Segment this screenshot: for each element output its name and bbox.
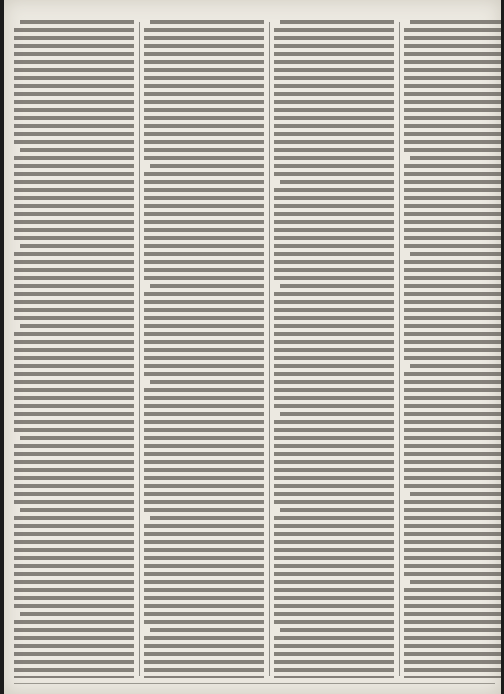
column-2 [144, 20, 264, 678]
print-lines [274, 508, 394, 624]
nameplate [10, 6, 495, 18]
paragraph [404, 492, 501, 576]
page-foot-rule [14, 683, 495, 684]
paragraph [274, 412, 394, 504]
print-lines [404, 364, 501, 488]
newspaper-page [4, 0, 501, 694]
paragraph [14, 508, 134, 608]
paragraph [14, 324, 134, 432]
print-lines [404, 20, 501, 152]
print-lines [144, 284, 264, 376]
print-lines [274, 628, 394, 678]
paragraph [14, 20, 134, 144]
print-lines [274, 20, 394, 176]
paragraph [404, 252, 501, 360]
print-lines [144, 380, 264, 512]
print-lines [144, 20, 264, 160]
paragraph [274, 628, 394, 678]
print-lines [274, 412, 394, 504]
column-rule [139, 22, 140, 676]
print-lines [144, 516, 264, 624]
paragraph [144, 628, 264, 678]
paragraph [274, 180, 394, 280]
print-lines [274, 180, 394, 280]
paragraph [274, 508, 394, 624]
column-rule [399, 22, 400, 676]
paragraph [14, 436, 134, 504]
paragraph [144, 284, 264, 376]
paragraph [404, 156, 501, 248]
column-4-clipped [404, 20, 501, 678]
column-rule [269, 22, 270, 676]
paragraph [404, 20, 501, 152]
column-1 [14, 20, 134, 678]
print-lines [14, 508, 134, 608]
paragraph [144, 164, 264, 280]
paragraph [144, 380, 264, 512]
paragraph [404, 364, 501, 488]
print-lines [404, 252, 501, 360]
print-lines [14, 436, 134, 504]
paragraph [14, 612, 134, 678]
paragraph [14, 148, 134, 240]
print-lines [144, 628, 264, 678]
paragraph [274, 20, 394, 176]
print-lines [404, 492, 501, 576]
paragraph [274, 284, 394, 408]
column-3 [274, 20, 394, 678]
print-lines [404, 156, 501, 248]
print-lines [14, 148, 134, 240]
print-lines [14, 324, 134, 432]
paragraph [14, 244, 134, 320]
print-lines [404, 580, 501, 678]
print-lines [14, 244, 134, 320]
print-lines [274, 284, 394, 408]
paragraph [144, 20, 264, 160]
print-lines [14, 20, 134, 144]
paragraph [144, 516, 264, 624]
print-lines [144, 164, 264, 280]
print-lines [14, 612, 134, 678]
paragraph [404, 580, 501, 678]
